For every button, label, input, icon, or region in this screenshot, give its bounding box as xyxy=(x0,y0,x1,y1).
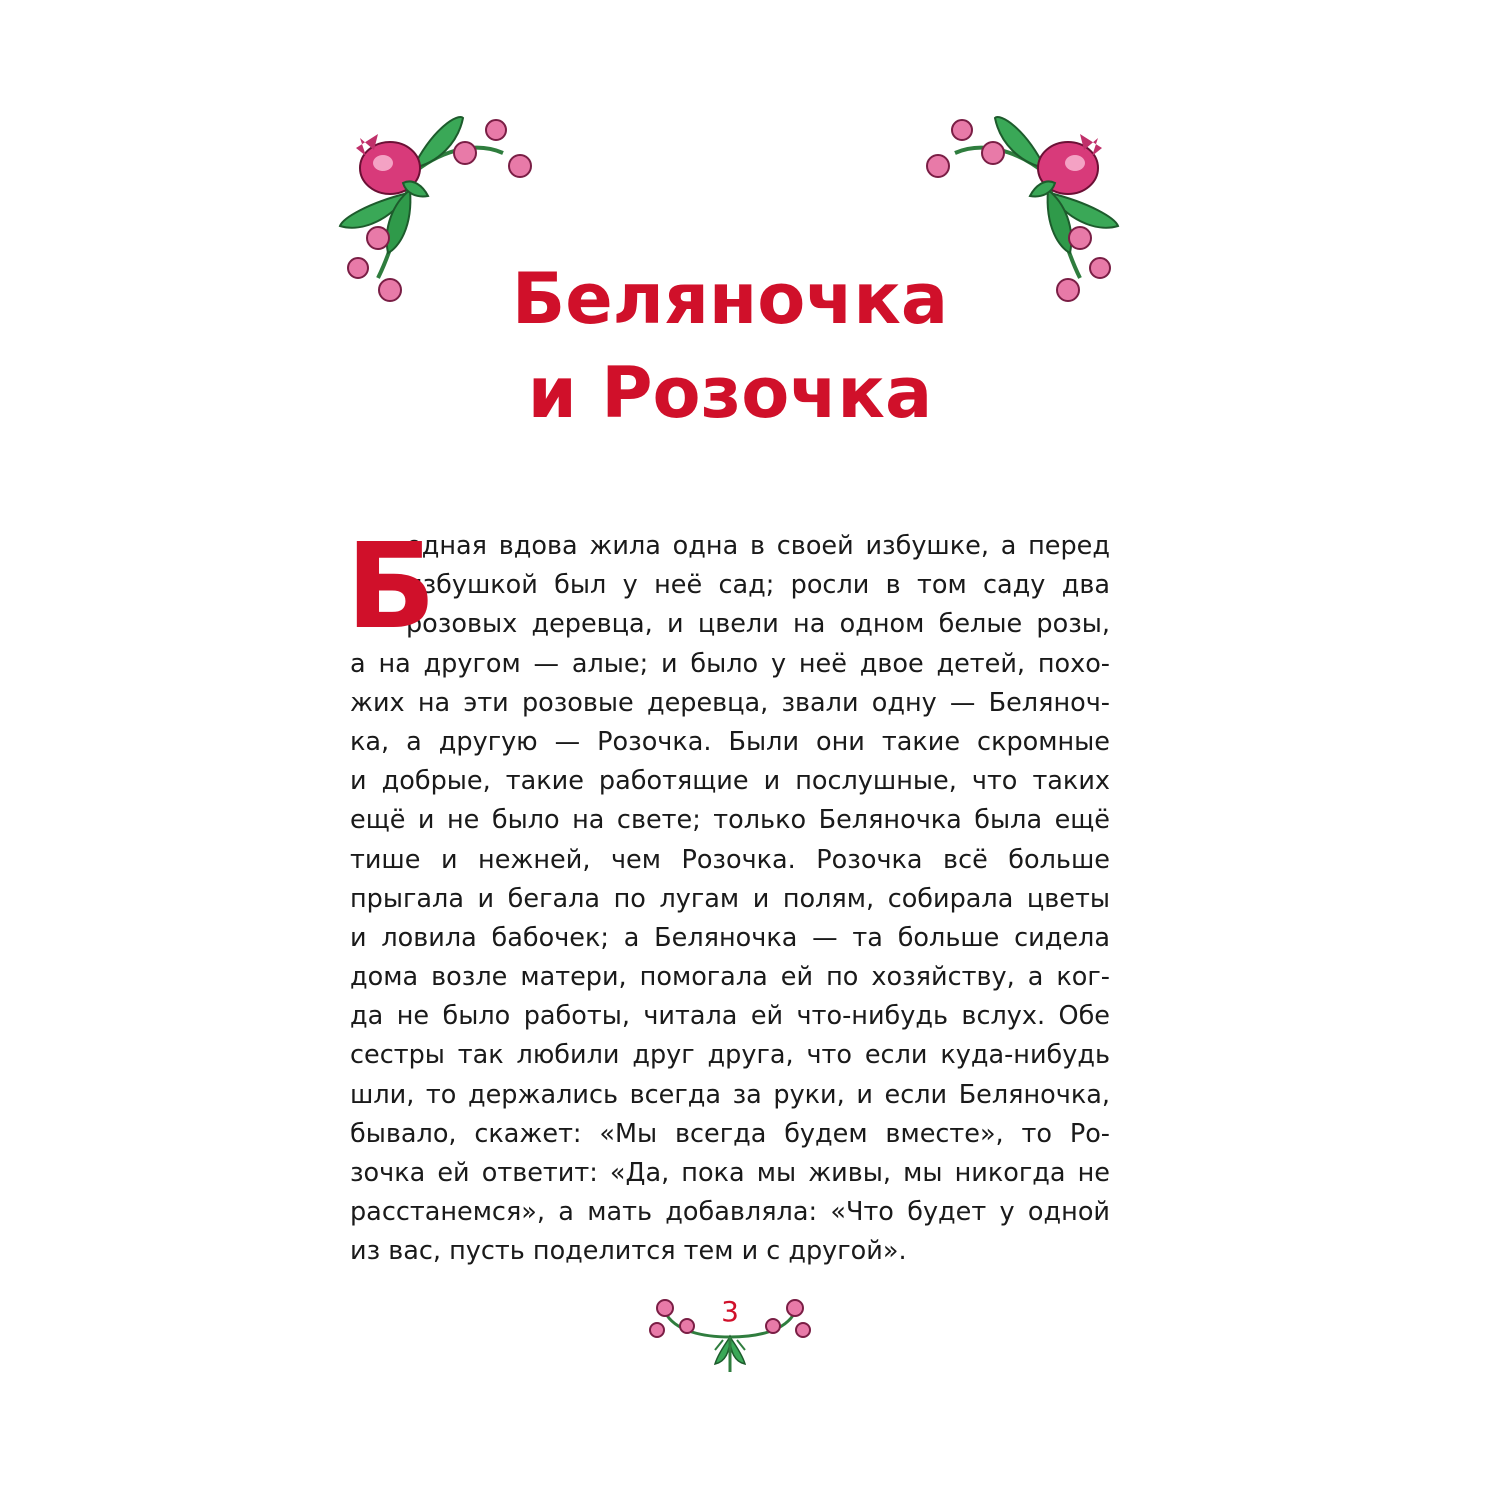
text-line: шли, то держались всегда за руки, и если Беляночка, xyxy=(350,1079,1110,1110)
text-line: бывало, скажет: «Мы всегда будем вместе», то Ро- xyxy=(350,1118,1110,1149)
story-text xyxy=(346,517,1110,1272)
text-line: из вас, пусть поделится тем и с другой». xyxy=(350,1236,907,1267)
text-line: дома возле матери, помогала ей по хозяйству, а ког- xyxy=(350,962,1110,993)
text-line: и ловила бабочек; а Беляночка — та больше сидела xyxy=(350,922,1110,953)
text-line: ка, а другую — Розочка. Были они такие скромные xyxy=(350,726,1110,757)
title-line-2: и Розочка xyxy=(527,352,933,434)
page-number: 3 xyxy=(721,1295,739,1328)
text-line: жих на эти розовые деревца, звали одну — Беляноч- xyxy=(350,687,1110,718)
text-line: да не было работы, читала ей что-нибудь вслух. Обе xyxy=(350,1001,1110,1032)
text-line: сестры так любили друг друга, что если куда-нибудь xyxy=(350,1040,1110,1071)
text-line: и добрые, такие работящие и послушные, что таких xyxy=(350,766,1110,797)
text-line: зочка ей ответит: «Да, пока мы живы, мы никогда не xyxy=(350,1158,1110,1188)
text-line: расстанемся», а мать добавляла: «Что будет у одной xyxy=(350,1197,1110,1228)
text-line: едная вдова жила одна в своей избушке, а перед xyxy=(406,531,1110,561)
text-line: розовых деревца, и цвели на одном белые розы, xyxy=(406,609,1110,640)
text-line: тише и нежней, чем Розочка. Розочка всё больше xyxy=(350,844,1110,875)
drop-cap: Б xyxy=(346,517,436,655)
title-line-1: Беляночка xyxy=(511,258,949,340)
text-line: ещё и не было на свете; только Беляночка была ещё xyxy=(350,805,1110,836)
page-title xyxy=(470,252,990,440)
text-line: избушкой был у неё сад; росли в том саду два xyxy=(406,570,1110,601)
text-line: прыгала и бегала по лугам и полям, собирала цветы xyxy=(350,883,1110,914)
text-line: а на другом — алые; и было у неё двое детей, похо- xyxy=(350,648,1110,679)
